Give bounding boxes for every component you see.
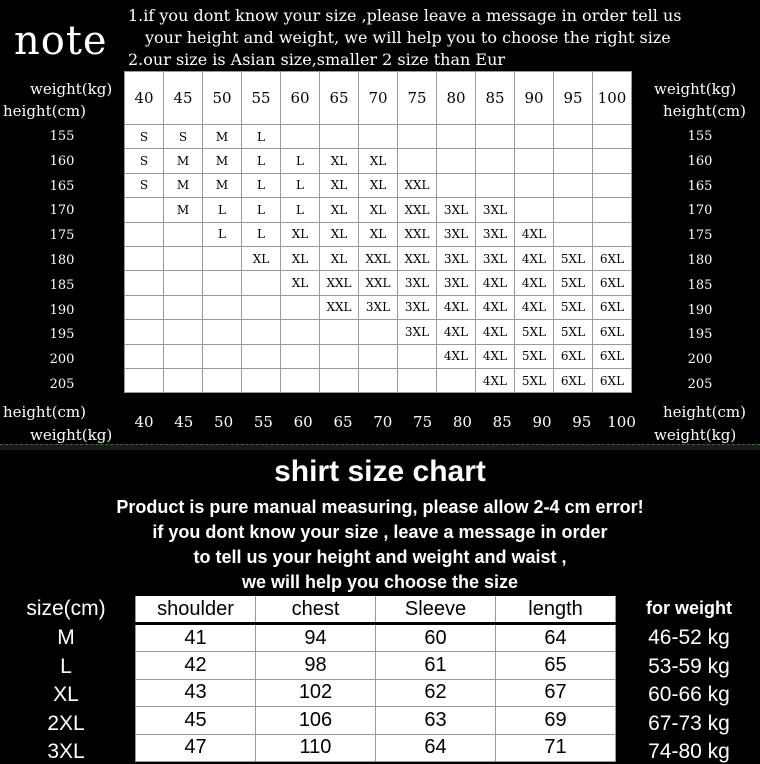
weight-header-cell: 55 — [242, 72, 281, 125]
size-grid-row — [125, 125, 632, 149]
size-grid-cell: 4XL — [437, 320, 476, 344]
weight-header-cell: 100 — [593, 72, 632, 125]
size-grid-cell: 3XL — [398, 320, 437, 344]
size-grid-cell: 3XL — [437, 222, 476, 246]
size-grid-cell: 3XL — [437, 246, 476, 270]
shirt-cell: 63 — [376, 707, 496, 734]
shirt-cell: 71 — [496, 734, 616, 761]
size-grid-cell — [437, 149, 476, 173]
size-grid-cell — [476, 125, 515, 149]
size-grid-cell — [125, 222, 164, 246]
shirt-info-line-3: to tell us your height and weight and waist , — [193, 547, 567, 567]
size-grid-cell — [554, 198, 593, 222]
shirt-weight-range: 60-66 kg — [648, 683, 730, 707]
shirt-measurement-table — [135, 596, 616, 762]
size-grid-cell — [320, 344, 359, 368]
bottom-weight-value: 90 — [532, 413, 552, 431]
size-grid-cell: 3XL — [476, 246, 515, 270]
shirt-cell: 102 — [256, 679, 376, 706]
size-grid-cell — [164, 368, 203, 392]
note-line-1b: your height and weight, we will help you to choose the right size — [145, 28, 671, 47]
size-grid-cell: 4XL — [476, 271, 515, 295]
right-height-value: 205 — [687, 377, 713, 392]
size-grid-cell — [398, 368, 437, 392]
left-height-value: 185 — [49, 277, 75, 293]
size-grid-cell: XL — [281, 222, 320, 246]
size-grid-cell — [242, 344, 281, 368]
size-grid-cell: XL — [320, 149, 359, 173]
size-grid-cell: M — [164, 173, 203, 197]
size-grid-cell — [125, 295, 164, 319]
size-grid-cell: M — [203, 173, 242, 197]
size-grid-cell: 6XL — [593, 271, 632, 295]
size-grid-cell: XXL — [320, 271, 359, 295]
size-grid-cell: 4XL — [437, 295, 476, 319]
shirt-cell: 94 — [256, 624, 376, 652]
bottom-weight-value: 85 — [492, 413, 512, 431]
size-grid-cell: 6XL — [593, 295, 632, 319]
size-grid-cell: 5XL — [554, 295, 593, 319]
right-height-value: 165 — [687, 178, 713, 194]
size-grid-cell: 4XL — [515, 295, 554, 319]
bottom-weight-value: 70 — [373, 413, 393, 431]
size-grid-cell: 3XL — [398, 295, 437, 319]
size-grid-cell — [203, 271, 242, 295]
right-height-label: height(cm) — [663, 102, 746, 120]
bottom-weight-value: 55 — [253, 413, 273, 431]
shirt-cell: 64 — [376, 734, 496, 761]
bottom-left-weight-label: weight(kg) — [30, 426, 113, 444]
size-grid-cell: XXL — [398, 222, 437, 246]
left-height-value: 165 — [49, 178, 75, 194]
shirt-weight-range: 53-59 kg — [648, 654, 730, 678]
size-column-header: size(cm) — [26, 597, 106, 620]
right-height-value: 180 — [687, 253, 713, 268]
size-grid-cell — [242, 295, 281, 319]
size-grid-row — [125, 368, 632, 392]
size-grid-cell — [281, 125, 320, 149]
shirt-row — [136, 679, 616, 706]
bottom-left-height-label: height(cm) — [3, 403, 86, 421]
shirt-size-label: XL — [53, 683, 79, 707]
size-grid-row — [125, 295, 632, 319]
size-grid-cell: 4XL — [476, 368, 515, 392]
shirt-cell: 41 — [136, 624, 256, 652]
size-grid-cell — [320, 125, 359, 149]
size-grid-cell: 4XL — [476, 320, 515, 344]
weight-header-cell: 50 — [203, 72, 242, 125]
size-grid-row — [125, 320, 632, 344]
size-grid-cell — [164, 222, 203, 246]
weight-header-cell: 75 — [398, 72, 437, 125]
size-grid-cell — [359, 368, 398, 392]
size-grid-cell — [398, 344, 437, 368]
bottom-weight-value: 45 — [174, 413, 194, 431]
right-height-value: 155 — [687, 129, 713, 144]
right-height-value: 195 — [687, 327, 713, 343]
size-grid-cell: L — [242, 125, 281, 149]
size-grid-cell: 4XL — [437, 344, 476, 368]
size-grid-cell — [203, 344, 242, 368]
size-grid-cell — [203, 320, 242, 344]
size-grid-cell — [554, 125, 593, 149]
size-grid-cell — [281, 344, 320, 368]
size-grid-cell: 3XL — [476, 222, 515, 246]
size-grid-cell: M — [203, 149, 242, 173]
size-grid-cell — [164, 295, 203, 319]
size-grid-cell: 4XL — [476, 344, 515, 368]
right-height-value: 170 — [687, 203, 713, 219]
size-grid-cell — [593, 125, 632, 149]
size-grid-cell: XXL — [398, 198, 437, 222]
shirt-size-label: 3XL — [47, 740, 85, 764]
weight-header-cell: 95 — [554, 72, 593, 125]
size-grid-cell: XL — [320, 198, 359, 222]
shirt-column-header: length — [496, 596, 616, 624]
size-grid-cell — [164, 271, 203, 295]
size-grid-cell — [203, 295, 242, 319]
weight-header-cell: 85 — [476, 72, 515, 125]
weight-header-cell: 65 — [320, 72, 359, 125]
weight-column-header: for weight — [646, 598, 732, 618]
shirt-cell: 64 — [496, 624, 616, 652]
size-grid-row — [125, 198, 632, 222]
size-grid-cell — [515, 173, 554, 197]
size-grid-cell: 5XL — [515, 344, 554, 368]
left-weight-label: weight(kg) — [30, 80, 113, 98]
shirt-column-header: shoulder — [136, 596, 256, 624]
size-grid-cell: L — [281, 173, 320, 197]
size-grid-cell: 4XL — [515, 222, 554, 246]
right-height-value: 190 — [687, 302, 713, 318]
size-grid-row — [125, 271, 632, 295]
note-heading: note — [14, 18, 108, 64]
note-line-2: 2.our size is Asian size,smaller 2 size than Eur — [128, 50, 506, 69]
size-grid-cell: XL — [320, 246, 359, 270]
size-grid-cell — [125, 344, 164, 368]
size-grid-cell — [281, 368, 320, 392]
left-height-value: 190 — [49, 302, 75, 318]
size-grid-cell — [281, 295, 320, 319]
left-height-value: 170 — [49, 203, 75, 219]
right-height-value: 175 — [687, 228, 713, 244]
weight-header-cell: 80 — [437, 72, 476, 125]
size-grid-cell: 5XL — [554, 246, 593, 270]
left-height-value: 200 — [49, 352, 75, 368]
size-grid-cell — [554, 149, 593, 173]
size-grid-cell: 5XL — [554, 271, 593, 295]
shirt-header-row — [136, 596, 616, 624]
size-grid-cell — [437, 125, 476, 149]
size-grid-cell — [554, 222, 593, 246]
bottom-weight-value: 65 — [333, 413, 353, 431]
size-grid-cell — [515, 198, 554, 222]
size-grid-cell: XL — [359, 149, 398, 173]
size-grid-cell — [320, 368, 359, 392]
size-grid-cell: XXL — [359, 271, 398, 295]
size-grid-cell — [203, 246, 242, 270]
size-grid-cell — [593, 222, 632, 246]
size-grid-cell — [242, 320, 281, 344]
size-grid-cell — [359, 344, 398, 368]
size-grid-cell: 4XL — [476, 295, 515, 319]
size-grid-cell — [125, 368, 164, 392]
size-grid-cell — [593, 173, 632, 197]
bottom-weight-value: 40 — [134, 413, 154, 431]
size-grid-cell — [281, 320, 320, 344]
size-grid-cell: 6XL — [593, 368, 632, 392]
bottom-weight-value: 75 — [413, 413, 433, 431]
size-grid-cell: 5XL — [554, 320, 593, 344]
size-grid-cell: S — [164, 125, 203, 149]
bottom-weight-value: 95 — [572, 413, 592, 431]
size-grid-row — [125, 173, 632, 197]
size-grid-cell: XL — [359, 198, 398, 222]
shirt-cell: 110 — [256, 734, 376, 761]
size-grid-cell: 6XL — [593, 246, 632, 270]
size-grid-cell — [359, 320, 398, 344]
size-grid-cell — [554, 173, 593, 197]
shirt-info-line-2: if you dont know your size , leave a message in order — [152, 522, 608, 542]
size-grid-cell: S — [125, 173, 164, 197]
shirt-info-line-1: Product is pure manual measuring, please allow 2-4 cm error! — [116, 497, 644, 517]
size-grid-cell — [515, 125, 554, 149]
shirt-column-header: Sleeve — [376, 596, 496, 624]
size-grid-cell — [164, 246, 203, 270]
size-grid-cell — [242, 271, 281, 295]
right-weight-label: weight(kg) — [654, 80, 737, 98]
size-grid-cell — [437, 173, 476, 197]
size-grid-cell — [593, 149, 632, 173]
size-grid-cell: XL — [281, 271, 320, 295]
size-grid-cell: S — [125, 149, 164, 173]
size-grid-cell: M — [164, 149, 203, 173]
size-grid-cell: L — [242, 198, 281, 222]
weight-header-cell: 45 — [164, 72, 203, 125]
weight-header-cell: 90 — [515, 72, 554, 125]
size-grid-cell: XL — [242, 246, 281, 270]
size-grid-cell: 3XL — [437, 271, 476, 295]
right-height-value: 185 — [687, 277, 713, 293]
size-grid-cell: M — [203, 125, 242, 149]
shirt-info-line-4: we will help you choose the size — [241, 572, 519, 592]
shirt-cell: 43 — [136, 679, 256, 706]
shirt-cell: 98 — [256, 652, 376, 679]
size-grid-cell: L — [242, 149, 281, 173]
size-grid-row — [125, 149, 632, 173]
weight-header-cell: 70 — [359, 72, 398, 125]
size-grid-cell: 3XL — [437, 198, 476, 222]
size-grid-cell: 4XL — [515, 246, 554, 270]
size-grid-cell: XXL — [398, 173, 437, 197]
left-height-value: 205 — [49, 377, 75, 392]
shirt-cell: 42 — [136, 652, 256, 679]
size-grid-cell: M — [164, 198, 203, 222]
size-grid-cell — [476, 173, 515, 197]
size-grid-cell: L — [242, 173, 281, 197]
height-weight-size-grid — [124, 71, 632, 393]
size-grid-cell — [593, 198, 632, 222]
size-grid-cell: 6XL — [554, 368, 593, 392]
shirt-cell: 62 — [376, 679, 496, 706]
left-height-value: 160 — [49, 153, 75, 169]
shirt-cell: 60 — [376, 624, 496, 652]
size-grid-cell — [320, 320, 359, 344]
bottom-weight-value: 50 — [214, 413, 234, 431]
left-height-value: 155 — [49, 129, 75, 144]
size-grid-cell: 5XL — [515, 368, 554, 392]
size-grid-cell — [476, 149, 515, 173]
weight-header-row — [125, 72, 632, 125]
shirt-weight-range: 67-73 kg — [648, 711, 730, 735]
size-grid-cell: 5XL — [515, 320, 554, 344]
shirt-row — [136, 734, 616, 761]
size-grid-row — [125, 344, 632, 368]
shirt-size-label: M — [57, 626, 75, 649]
size-grid-cell — [125, 320, 164, 344]
size-grid-cell: 3XL — [398, 271, 437, 295]
size-grid-cell: 6XL — [593, 344, 632, 368]
size-grid-cell: XL — [320, 173, 359, 197]
size-grid-cell: XXL — [359, 246, 398, 270]
size-grid-cell — [125, 198, 164, 222]
shirt-cell: 106 — [256, 707, 376, 734]
size-grid-cell: 3XL — [359, 295, 398, 319]
shirt-row — [136, 707, 616, 734]
size-grid-cell — [398, 125, 437, 149]
right-height-value: 200 — [687, 352, 713, 368]
size-grid-row — [125, 222, 632, 246]
size-grid-cell — [515, 149, 554, 173]
weight-header-cell: 40 — [125, 72, 164, 125]
size-grid-cell: 4XL — [515, 271, 554, 295]
shirt-row — [136, 624, 616, 652]
size-grid-cell: XXL — [320, 295, 359, 319]
size-grid-cell: XL — [359, 173, 398, 197]
size-grid-cell: 6XL — [554, 344, 593, 368]
size-grid-cell — [203, 368, 242, 392]
shirt-cell: 45 — [136, 707, 256, 734]
size-grid-cell — [164, 344, 203, 368]
size-grid-cell: S — [125, 125, 164, 149]
size-grid-cell: 3XL — [476, 198, 515, 222]
size-grid-cell — [164, 320, 203, 344]
shirt-cell: 61 — [376, 652, 496, 679]
size-grid-cell — [125, 271, 164, 295]
size-grid-cell: L — [281, 198, 320, 222]
shirt-chart-title: shirt size chart — [274, 455, 486, 488]
size-grid-cell: L — [203, 222, 242, 246]
shirt-size-label: 2XL — [47, 711, 85, 735]
bottom-weight-value: 100 — [607, 413, 636, 431]
shirt-cell: 47 — [136, 734, 256, 761]
bottom-weight-value: 80 — [452, 413, 472, 431]
shirt-size-label: L — [60, 654, 72, 678]
shirt-weight-range: 46-52 kg — [648, 626, 730, 649]
size-grid-cell: XL — [320, 222, 359, 246]
size-grid-cell: XXL — [398, 246, 437, 270]
shirt-cell: 69 — [496, 707, 616, 734]
size-grid-cell — [125, 246, 164, 270]
bottom-weight-value: 60 — [293, 413, 313, 431]
bottom-right-weight-label: weight(kg) — [654, 426, 737, 444]
left-height-value: 175 — [49, 228, 75, 244]
size-grid-cell: L — [281, 149, 320, 173]
left-height-value: 195 — [49, 327, 75, 343]
left-height-label: height(cm) — [3, 102, 86, 120]
shirt-cell: 65 — [496, 652, 616, 679]
size-grid-cell — [437, 368, 476, 392]
note-line-1a: 1.if you dont know your size ,please leave a message in order tell us — [128, 6, 682, 25]
bottom-right-height-label: height(cm) — [663, 403, 746, 421]
size-grid-cell — [398, 149, 437, 173]
shirt-cell: 67 — [496, 679, 616, 706]
shirt-row — [136, 652, 616, 679]
shirt-weight-range: 74-80 kg — [648, 740, 730, 764]
size-grid-cell: XL — [359, 222, 398, 246]
left-height-value: 180 — [49, 253, 75, 268]
size-grid-cell — [242, 368, 281, 392]
size-grid-cell: XL — [281, 246, 320, 270]
size-grid-cell: L — [203, 198, 242, 222]
size-grid-cell — [359, 125, 398, 149]
size-grid-cell: L — [242, 222, 281, 246]
shirt-column-header: chest — [256, 596, 376, 624]
weight-header-cell: 60 — [281, 72, 320, 125]
right-height-value: 160 — [687, 153, 713, 169]
size-grid-row — [125, 246, 632, 270]
size-grid-cell: 6XL — [593, 320, 632, 344]
